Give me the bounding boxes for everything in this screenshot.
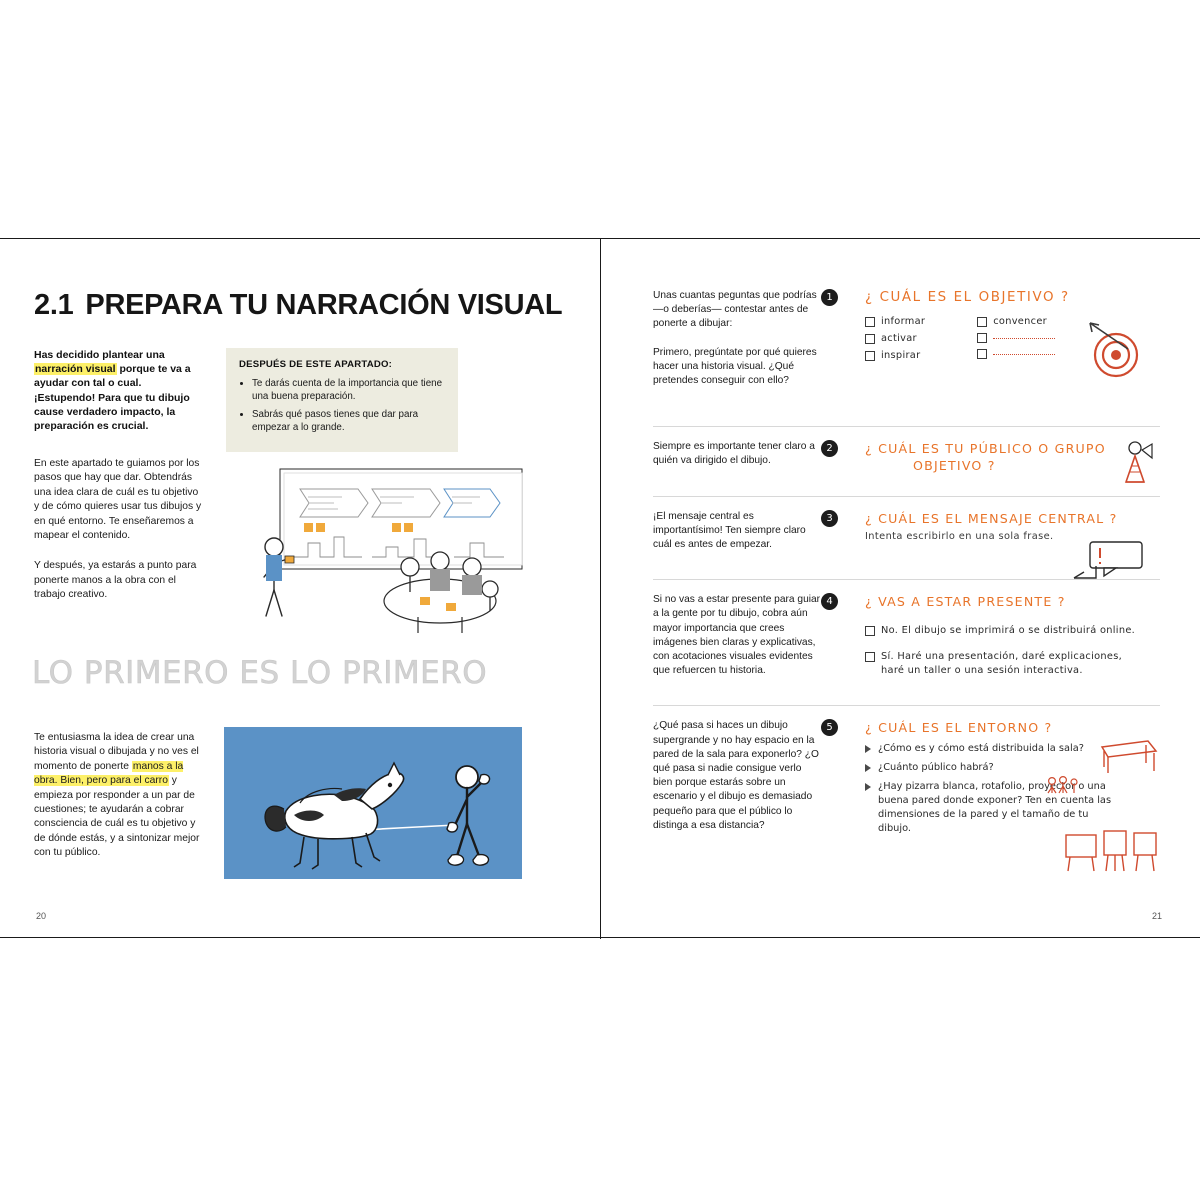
callout-title: DESPUÉS DE ESTE APARTADO: xyxy=(239,359,393,370)
page-number-right: 21 xyxy=(1151,911,1162,921)
option-no-presente[interactable] xyxy=(865,624,1160,638)
paragraph: Siempre es importante tener claro a quién va dirigido el dibujo. xyxy=(653,441,815,467)
bullet-label: ¿Hay pizarra blanca, rotafolio, proyector o una buena pared donde exponer? Ten en cuenta las dimensiones de la pared y el tamaño de tu dibujo. xyxy=(878,781,1112,835)
option-label: convencer xyxy=(993,316,1047,327)
divider xyxy=(653,426,1160,427)
option-label: inspirar xyxy=(881,350,921,361)
paragraph: Si no vas a estar presente para guiar a la gente por tu dibujo, cobra aún mayor importancia que crees imágenes bien claras y explicativas, con acotaciones visuales evidentes que refuercen tu historia. xyxy=(653,594,821,677)
question-1-title: ¿ CUÁL ES EL OBJETIVO ? xyxy=(865,290,1070,305)
callout-list xyxy=(239,377,445,435)
right-page xyxy=(601,239,1200,939)
highlight-narracion-visual: narración visual xyxy=(35,363,116,376)
paragraph: ¿Qué pasa si haces un dibujo supergrande y no hay espacio en la pared de la sala para exponerlo? ¿O qué pasa si nadie consigue verlo bien porque estarás sobre un escenario y el dibujo es demasiado pequeño para que el público lo distinga a esa distancia? xyxy=(653,720,819,831)
megaphone-person-icon xyxy=(1118,438,1158,492)
question-3-left-text xyxy=(653,510,821,567)
triangle-bullet-icon xyxy=(865,783,871,791)
page-title xyxy=(34,289,562,322)
question-4-right xyxy=(821,593,1160,692)
checkbox-icon[interactable] xyxy=(865,351,875,361)
checkbox-icon[interactable] xyxy=(865,626,875,636)
option-label: informar xyxy=(881,316,926,327)
option-inspirar[interactable] xyxy=(865,350,925,361)
option-blank-2[interactable] xyxy=(977,349,1055,359)
paragraph: Primero, pregúntate por qué quieres hacer una historia visual. ¿Qué pretendes conseguir con ello? xyxy=(653,346,817,387)
option-label: activar xyxy=(881,333,917,344)
callout-box xyxy=(226,348,458,452)
paragraph: Unas cuantas peguntas que podrías —o deberías— contestar antes de ponerte a dibujar: xyxy=(653,290,817,330)
question-4-title: ¿ VAS A ESTAR PRESENTE ? xyxy=(865,594,1066,610)
left-body-column xyxy=(34,457,204,619)
question-block-4 xyxy=(653,593,1160,692)
option-label: No. El dibujo se imprimirá o se distribuirá online. xyxy=(881,625,1136,637)
question-1-left-text xyxy=(653,289,821,402)
question-block-3 xyxy=(653,510,1160,567)
bullet-label: ¿Cuánto público habrá? xyxy=(878,762,994,774)
checkbox-icon[interactable] xyxy=(977,317,987,327)
option-blank-1[interactable] xyxy=(977,333,1055,343)
chapter-title-text: PREPARA TU NARRACIÓN VISUAL xyxy=(85,289,563,321)
page-number-left: 20 xyxy=(36,911,47,921)
target-arrow-icon xyxy=(1070,319,1156,381)
question-number-badge: 1 xyxy=(821,289,838,306)
question-2-right xyxy=(821,440,1160,482)
intro-row xyxy=(34,348,562,452)
question-block-5 xyxy=(653,719,1160,847)
question-1-right xyxy=(821,289,1160,402)
bullet-label: ¿Cómo es y cómo está distribuida la sala? xyxy=(878,743,1084,755)
question-3-title: ¿ CUÁL ES EL MENSAJE CENTRAL ? xyxy=(865,510,1118,526)
triangle-bullet-icon xyxy=(865,745,871,753)
question-block-1 xyxy=(653,289,1160,402)
checkbox-icon[interactable] xyxy=(977,333,987,343)
paragraph: ¡El mensaje central es importantísimo! Ten siempre claro cuál es antes de empezar. xyxy=(653,510,806,551)
question-2-title-line2: OBJETIVO ? xyxy=(913,458,996,474)
checkbox-icon[interactable] xyxy=(865,652,875,662)
question-number-badge: 4 xyxy=(821,593,838,610)
paragraph: En este apartado te guiamos por los pasos que hay que dar. Obtendrás una idea clara de cuál es tu objetivo y de cómo quieres usar tus dibujos y en qué entorno. Te enseñaremos a mapear el contenido. xyxy=(34,458,202,542)
checkbox-icon[interactable] xyxy=(977,349,987,359)
question-4-left-text xyxy=(653,593,821,692)
question-4-options xyxy=(865,624,1160,678)
blank-line xyxy=(993,337,1055,339)
question-5-title: ¿ CUÁL ES EL ENTORNO ? xyxy=(865,720,1053,736)
chapter-number: 2.1 xyxy=(34,289,74,321)
question-number-badge: 3 xyxy=(821,510,838,527)
option-label: Sí. Haré una presentación, daré explicaciones, haré un taller o una sesión interactiva. xyxy=(881,651,1123,677)
illustration-horse-panel xyxy=(224,727,522,879)
divider xyxy=(653,705,1160,706)
question-2-left-text xyxy=(653,440,821,482)
option-informar[interactable] xyxy=(865,316,925,327)
highlight-para-el-carro: manos a la obra. Bien, pero para el carro xyxy=(34,760,184,787)
question-5-right xyxy=(821,719,1160,847)
people-icon xyxy=(1046,775,1080,797)
paragraph-part-a: Te entusiasma la idea de crear una historia visual o dibujada y no ves el momento de ponerte xyxy=(34,732,199,772)
intro-part-1: Has decidido plantear una xyxy=(34,349,165,361)
divider xyxy=(653,496,1160,497)
checkbox-icon[interactable] xyxy=(865,334,875,344)
question-3-right xyxy=(821,510,1160,567)
speech-screen-icon xyxy=(1070,538,1150,584)
question-3-subtitle: Intenta escribirlo en una sola frase. xyxy=(865,530,1054,542)
question-5-left-text xyxy=(653,719,821,847)
question-number-badge: 5 xyxy=(821,719,838,736)
option-si-presente[interactable] xyxy=(865,650,1135,678)
book-spread xyxy=(0,238,1200,938)
blank-line xyxy=(993,353,1055,355)
triangle-bullet-icon xyxy=(865,764,871,772)
option-activar[interactable] xyxy=(865,333,925,344)
paragraph-part-b: y empieza por responder a un par de cuestiones; te ayudarán a cobrar consciencia de cuál es tu objetivo y de dónde estás, y a sintonizar mejor con tu público. xyxy=(34,775,200,859)
left-body-column-2 xyxy=(34,731,206,861)
list-item: • Te darás cuenta de la importancia que tiene una buena preparación. xyxy=(252,377,445,404)
question-2-title: ¿ CUÁL ES TU PÚBLICO O GRUPO xyxy=(865,441,1106,457)
checkbox-icon[interactable] xyxy=(865,317,875,327)
flipchart-icon-group xyxy=(1064,829,1160,875)
intro-bold-paragraph xyxy=(34,348,202,433)
table-chairs-icon xyxy=(1096,733,1160,777)
question-block-2 xyxy=(653,440,1160,482)
intro-part-2: porque te va a ayudar con tal o cual. ¡Estupendo! Para que tu dibujo cause verdadero impacto, la preparación es crucial. xyxy=(34,363,191,433)
left-page xyxy=(0,239,600,939)
section-heading: LO PRIMERO ES LO PRIMERO xyxy=(32,655,488,691)
list-item: • Sabrás qué pasos tienes que dar para empezar a lo grande. xyxy=(252,408,445,435)
paragraph: Y después, ya estarás a punto para ponerte manos a la obra con el trabajo creativo. xyxy=(34,560,197,601)
illustration-presentation-scene xyxy=(222,449,562,639)
question-number-badge: 2 xyxy=(821,440,838,457)
option-convencer[interactable] xyxy=(977,316,1055,327)
